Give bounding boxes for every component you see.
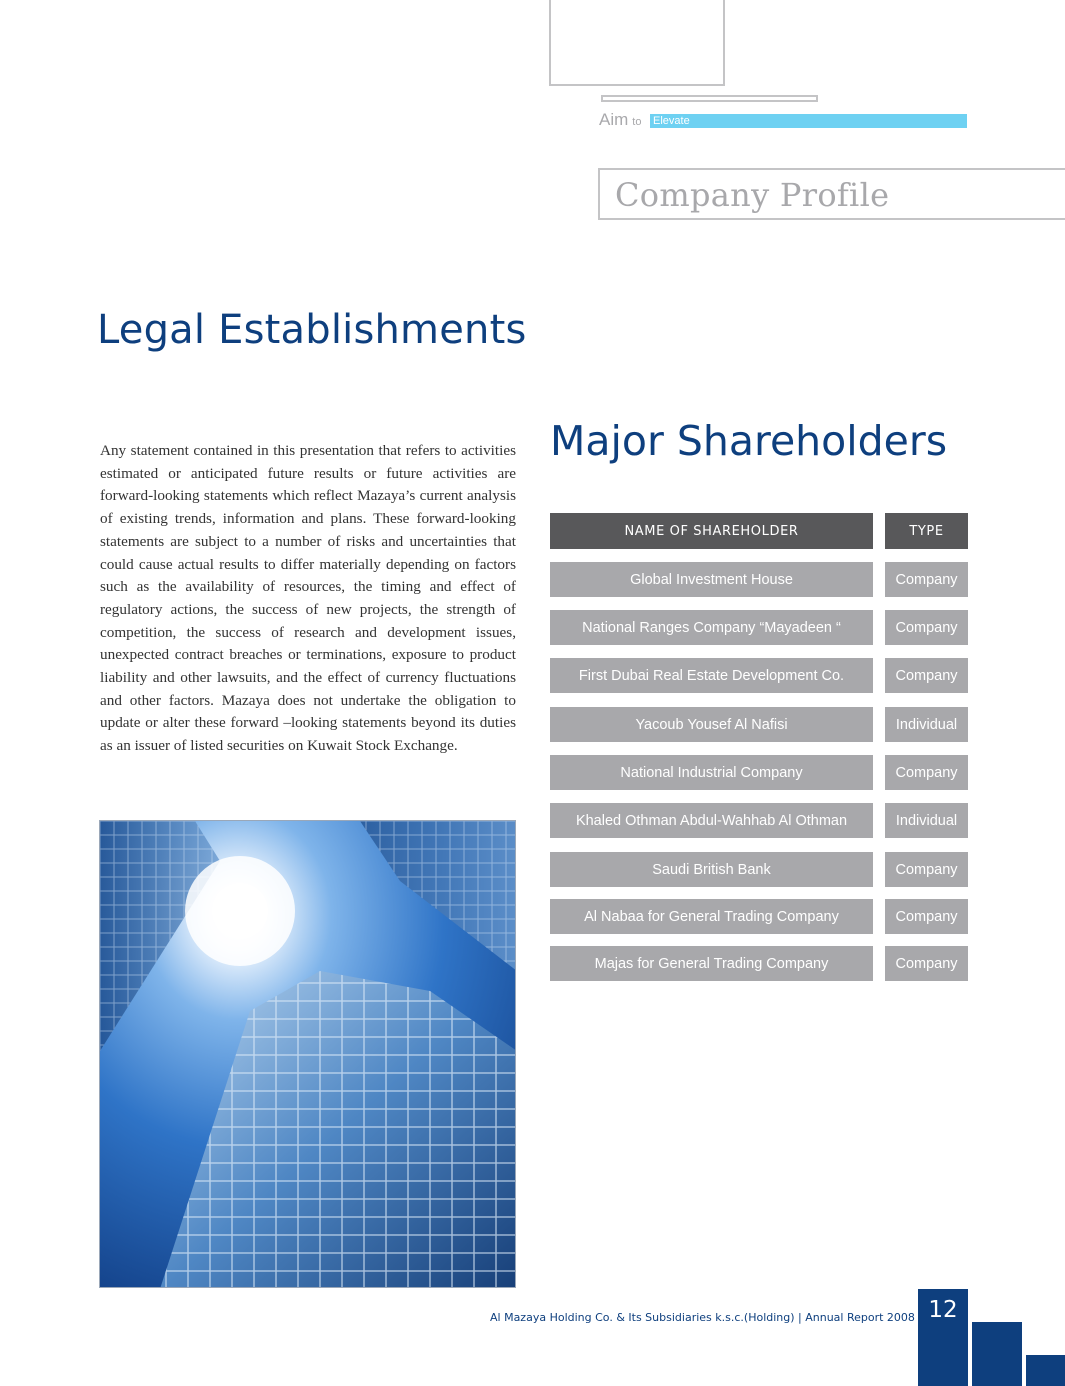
major-shareholders-heading: Major Shareholders (550, 417, 948, 465)
table-row (550, 562, 968, 597)
shareholder-type: Company (885, 899, 968, 934)
shareholder-name: National Industrial Company (550, 755, 873, 790)
legal-establishments-heading: Legal Establishments (97, 307, 527, 353)
shareholder-name: Al Nabaa for General Trading Company (550, 899, 873, 934)
shareholder-name: National Ranges Company “Mayadeen “ (550, 610, 873, 645)
section-title: Company Profile (615, 176, 890, 214)
shareholder-type: Company (885, 852, 968, 887)
shareholder-type: Individual (885, 803, 968, 838)
column-header-name: NAME OF SHAREHOLDER (550, 513, 873, 549)
skyscraper-photo (99, 820, 516, 1288)
shareholder-name: First Dubai Real Estate Development Co. (550, 658, 873, 693)
page-number-block (918, 1289, 968, 1386)
column-header-type: TYPE (885, 513, 968, 549)
shareholder-type: Company (885, 946, 968, 981)
shareholder-name: Khaled Othman Abdul-Wahhab Al Othman (550, 803, 873, 838)
page-number: 12 (928, 1297, 958, 1323)
shareholder-name: Saudi British Bank (550, 852, 873, 887)
table-row (550, 946, 968, 981)
tagline-to: to (632, 116, 642, 128)
shareholder-type: Company (885, 610, 968, 645)
footer-decor-block (972, 1322, 1022, 1386)
shareholder-type: Company (885, 562, 968, 597)
section-title-box (598, 168, 1065, 220)
table-row (550, 707, 968, 742)
table-row (550, 899, 968, 934)
tagline (599, 110, 690, 130)
table-row (550, 852, 968, 887)
disclaimer-paragraph: Any statement contained in this presentation that refers to activities estimated or anticipated future results or future activities are forward-looking statements which reflect Mazaya’s current analysis of existing trends, information and plans. These forward-looking statements are subject to a number of risks and uncertainties that could cause actual results to differ materially depending on factors such as the availability of resources, the timing and effect of regulatory actions, the success of new projects, the strength of competition, the success of research and development issues, unexpected contract breaches or terminations, exposure to product liability and other lawsuits, and the effect of currency fluctuations and other factors. Mazaya does not undertake the obligation to update or alter these forward –looking statements beyond its duties as an issuer of listed securities on Kuwait Stock Exchange. (100, 442, 516, 755)
table-row (550, 658, 968, 693)
shareholder-name: Yacoub Yousef Al Nafisi (550, 707, 873, 742)
footer-decor-block (1026, 1355, 1065, 1386)
header-frame-bar (601, 95, 818, 102)
header-frame-box (549, 0, 725, 86)
table-row (550, 755, 968, 790)
tagline-elevate: Elevate (650, 114, 967, 128)
shareholder-type: Company (885, 755, 968, 790)
footer-text: Al Mazaya Holding Co. & Its Subsidiaries k.s.c.(Holding) | Annual Report 2008 (490, 1311, 915, 1324)
shareholder-type: Individual (885, 707, 968, 742)
shareholder-type: Company (885, 658, 968, 693)
shareholder-name: Global Investment House (550, 562, 873, 597)
table-row (550, 610, 968, 645)
shareholder-name: Majas for General Trading Company (550, 946, 873, 981)
table-row (550, 803, 968, 838)
tagline-aim: Aim (599, 110, 629, 129)
